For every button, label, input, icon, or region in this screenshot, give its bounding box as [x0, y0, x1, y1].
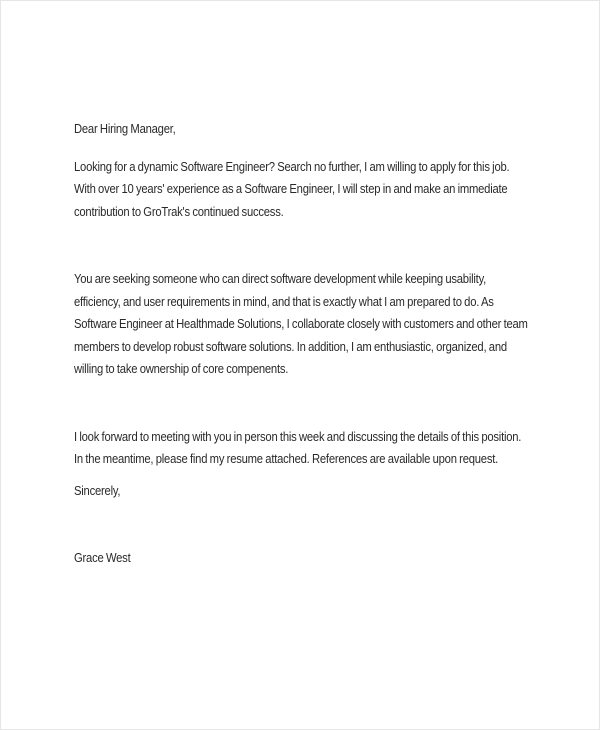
- letter-paragraph-intro: Looking for a dynamic Software Engineer? Search no further, I am willing to apply for this job. With over 10 years' experience as a Software Engineer, I will step in and make an immediate contribution to GroTrak's continued success.: [74, 159, 510, 219]
- letter-paragraph-qualifications: You are seeking someone who can direct software development while keeping usability, efficiency, and user requirements in mind, and that is exactly what I am prepared to do. As Software Engineer at Healthmade Solutions, I collaborate closely with customers and other team members to develop robust software solutions. In addition, I am enthusiastic, organized, and willing to take ownership of core compenents.: [74, 272, 528, 376]
- letter-signature: Grace West: [74, 551, 131, 565]
- letter-paragraph-followup: I look forward to meeting with you in person this week and discussing the details of this position. In the meantime, please find my resume attached. References are available upon request.: [74, 429, 522, 466]
- cover-letter-body: [74, 118, 530, 570]
- letter-closing: Sincerely,: [74, 483, 121, 498]
- letter-greeting: Dear Hiring Manager,: [74, 122, 176, 136]
